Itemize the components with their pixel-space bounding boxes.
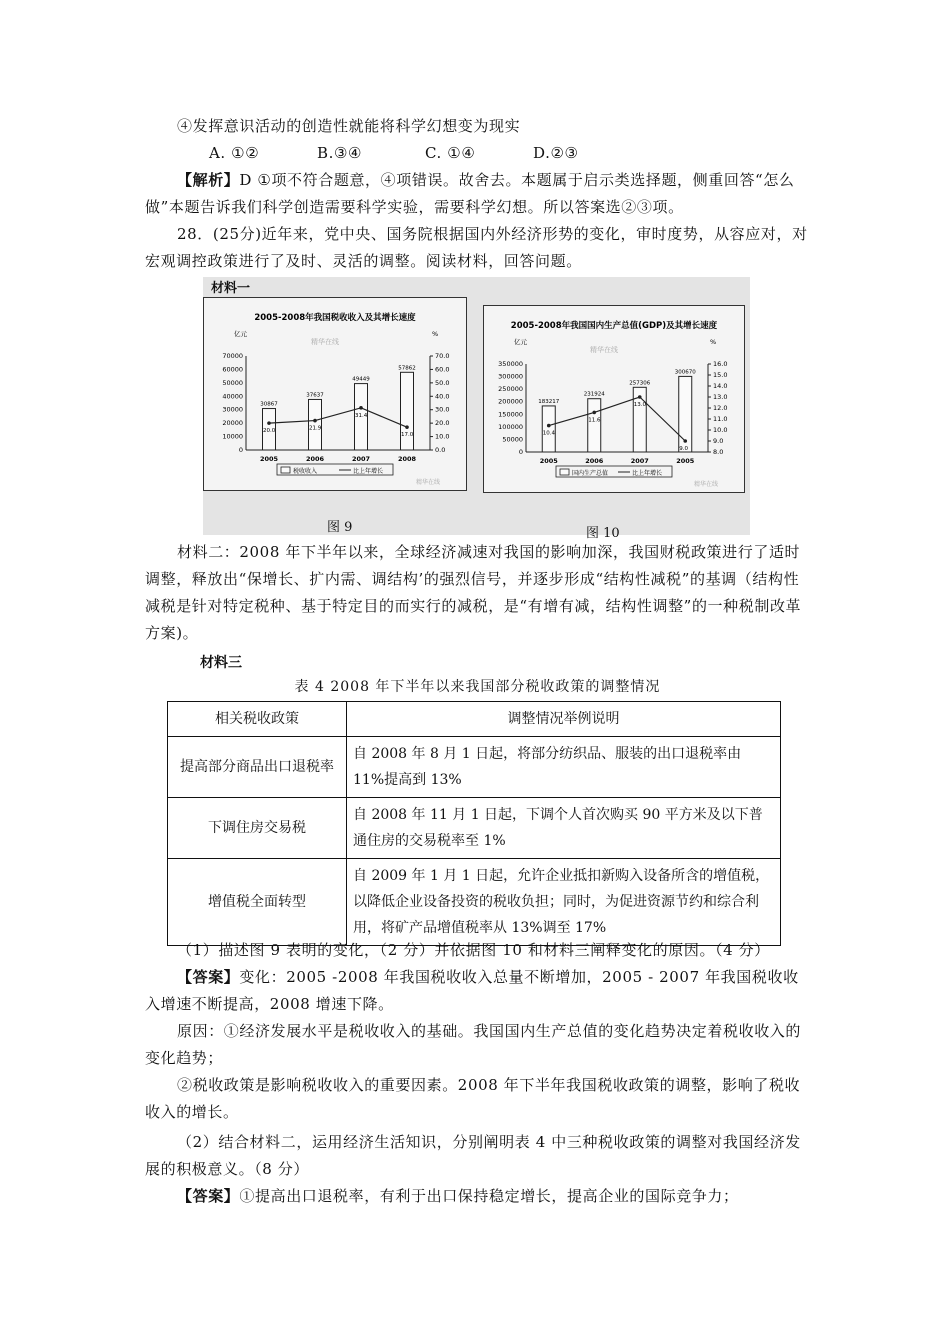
y-tick-label: 150000 xyxy=(498,410,523,419)
row-detail: 自 2009 年 1 月 1 日起，允许企业抵扣新购入设备所含的增值税，以降低企业设备投资的税收负担；同时，为促进资源节约和综合利用，将矿产品增值税率从 13%调至 17% xyxy=(347,859,781,946)
growth-value-label: 9.0 xyxy=(679,446,688,452)
y-axis-label: 亿元 xyxy=(234,330,247,338)
x-tick-label: 2005 xyxy=(259,455,279,463)
x-tick-label: 2007 xyxy=(630,457,649,465)
growth-value-label: 31.4 xyxy=(355,412,368,419)
y2-tick-label: 16.0 xyxy=(713,360,728,368)
y-tick-label: 300000 xyxy=(498,372,523,381)
y2-tick-label: 10.0 xyxy=(435,432,450,441)
bar-value-label: 183217 xyxy=(538,398,560,405)
answer-change: 变化：2005 -2008 年我国税收收入总量不断增加，2005 - 2007 年我国税收收入增速不断提高，2008 增速下降。 xyxy=(145,968,799,1013)
y2-tick-label: 10.0 xyxy=(713,426,728,434)
sub2-answer xyxy=(145,1183,810,1210)
bar-value-label: 300670 xyxy=(674,369,696,376)
bar-value-label: 231924 xyxy=(583,391,605,398)
sub1-question: （1）描述图 9 表明的变化，（2 分）并依据图 10 和材料三阐释变化的原因。（4 分） xyxy=(177,941,770,959)
chart-fig9 xyxy=(203,297,467,491)
row-policy: 增值税全面转型 xyxy=(168,859,347,946)
material2-text: 材料二：2008 年下半年以来，全球经济减速对我国的影响加深，我国财税政策进行了适时调整，释放出“保增长、扩内需、调结构’的强烈信号，并逐步形成“结构性减税”的基调（结构性减税是针对特定税种、基于特定目的而实行的减税，是“有增有减，结构性调整”的一种税制改革方案)。 xyxy=(145,543,802,642)
fig10-caption: 图 10 xyxy=(586,526,620,541)
x-tick-label: 2008 xyxy=(397,455,417,463)
answer-1: ①提高出口退税率，有利于出口保持稳定增长，提高企业的国际竞争力； xyxy=(239,1187,739,1205)
material3-label: 材料三 xyxy=(200,655,242,671)
bar-value-label: 37637 xyxy=(306,392,324,399)
legend-bar-label: 国内生产总值 xyxy=(572,470,609,477)
option-b: B.③④ xyxy=(317,144,363,162)
q27-item4: ④发挥意识活动的创造性就能将科学幻想变为现实 xyxy=(177,117,521,135)
row-detail: 自 2008 年 8 月 1 日起，将部分纺织品、服装的出口退税率由 11%提高到 13% xyxy=(347,737,781,798)
bar-value-label: 30867 xyxy=(260,401,278,408)
y2-tick-label: 20.0 xyxy=(435,419,450,428)
table-row xyxy=(168,798,781,859)
growth-point xyxy=(313,419,317,423)
y-tick-label: 20000 xyxy=(222,419,243,428)
y2-tick-label: 60.0 xyxy=(435,365,450,374)
growth-line xyxy=(549,397,686,441)
y2-tick-label: 40.0 xyxy=(435,392,450,401)
watermark: 精华在线 xyxy=(416,479,441,486)
y2-tick-label: 8.0 xyxy=(713,448,724,456)
y2-tick-label: 9.0 xyxy=(713,437,724,445)
sub2-question: （2）结合材料二，运用经济生活知识，分别阐明表 4 中三种税收政策的调整对我国经济发展的积极意义。（8 分） xyxy=(145,1133,801,1178)
y-tick-label: 0 xyxy=(518,448,523,456)
bar-value-label: 257306 xyxy=(629,380,651,387)
bar-value-label: 57862 xyxy=(398,365,416,372)
y2-tick-label: 12.0 xyxy=(713,404,728,412)
y2-tick-label: 13.0 xyxy=(713,393,728,401)
option-a: A. ①② xyxy=(209,144,260,162)
growth-value-label: 21.9 xyxy=(309,425,322,432)
growth-value-label: 20.0 xyxy=(263,428,276,435)
y-tick-label: 250000 xyxy=(498,385,523,394)
y-tick-label: 200000 xyxy=(498,397,523,406)
y2-tick-label: 15.0 xyxy=(713,371,728,379)
growth-value-label: 17.0 xyxy=(401,432,414,439)
q27-options xyxy=(145,140,810,167)
y-tick-label: 60000 xyxy=(222,365,243,374)
analysis-body: D ①项不符合题意，④项错误。故舍去。本题属于启示类选择题，侧重回答“怎么做”本题告诉我们科学创造需要科学实验，需要科学幻想。所以答案选②③项。 xyxy=(145,171,795,216)
bar xyxy=(588,399,601,452)
chart-fig10 xyxy=(483,305,745,493)
header-policy: 相关税收政策 xyxy=(168,702,347,737)
growth-value-label: 11.6 xyxy=(588,417,601,424)
growth-value-label: 10.4 xyxy=(542,430,555,437)
chart-title: 2005-2008年我国国内生产总值(GDP)及其增长速度 xyxy=(510,321,718,331)
sub1-reason1: 原因：①经济发展水平是税收收入的基础。我国国内生产总值的变化趋势决定着税收收入的变化趋势； xyxy=(145,1022,802,1067)
table4 xyxy=(167,701,781,946)
bar-value-label: 49449 xyxy=(352,376,370,383)
x-tick-label: 2005 xyxy=(676,457,695,465)
y-tick-label: 50000 xyxy=(222,378,243,387)
watermark: 精华在线 xyxy=(694,481,719,488)
y2-tick-label: 11.0 xyxy=(713,415,728,423)
growth-point xyxy=(592,411,596,415)
legend-bar-swatch xyxy=(281,467,290,473)
tax-revenue-chart xyxy=(204,298,466,490)
bar xyxy=(401,372,414,450)
answer-tag: 【答案】 xyxy=(177,1187,240,1205)
answer-tag: 【答案】 xyxy=(177,968,240,986)
growth-point xyxy=(638,395,642,399)
y-tick-label: 10000 xyxy=(222,432,243,441)
y-tick-label: 30000 xyxy=(222,405,243,414)
watermark: 精华在线 xyxy=(311,338,339,346)
y2-axis-label: % xyxy=(432,330,439,338)
row-detail: 自 2008 年 11 月 1 日起，下调个人首次购买 90 平方米及以下普通住房的交易税率至 1% xyxy=(347,798,781,859)
legend-bar-swatch xyxy=(560,469,569,475)
q27-analysis xyxy=(145,167,810,221)
x-tick-label: 2005 xyxy=(539,457,558,465)
material1-figure xyxy=(203,277,750,541)
y2-tick-label: 14.0 xyxy=(713,382,728,390)
table4-caption: 表 4 2008 年下半年以来我国部分税收政策的调整情况 xyxy=(294,679,661,695)
x-tick-label: 2006 xyxy=(305,455,325,463)
growth-value-label: 13.0 xyxy=(633,402,646,408)
fig9-caption: 图 9 xyxy=(327,520,353,535)
table-header-row xyxy=(168,702,781,737)
watermark: 精华在线 xyxy=(590,346,618,354)
y2-tick-label: 30.0 xyxy=(435,405,450,414)
y2-tick-label: 70.0 xyxy=(435,352,450,360)
y2-axis-label: % xyxy=(710,338,717,346)
table-row xyxy=(168,737,781,798)
material1-label: 材料一 xyxy=(211,281,251,296)
header-detail: 调整情况举例说明 xyxy=(347,702,781,737)
y-tick-label: 100000 xyxy=(498,422,523,431)
legend-line-label: 比上年增长 xyxy=(353,468,384,475)
gdp-chart xyxy=(484,306,744,492)
legend-line-label: 比上年增长 xyxy=(632,470,663,477)
table-row xyxy=(168,859,781,946)
y-tick-label: 40000 xyxy=(222,392,243,401)
legend-bar-label: 税收收入 xyxy=(293,468,318,475)
growth-point xyxy=(547,424,551,428)
row-policy: 提高部分商品出口退税率 xyxy=(168,737,347,798)
y2-tick-label: 50.0 xyxy=(435,378,450,387)
y-tick-label: 350000 xyxy=(498,360,523,368)
y-axis-label: 亿元 xyxy=(514,338,527,346)
y2-tick-label: 0.0 xyxy=(435,446,446,454)
growth-point xyxy=(683,439,687,443)
option-d: D.②③ xyxy=(533,144,579,162)
sub1-answer xyxy=(145,964,810,1018)
growth-point xyxy=(405,425,409,429)
option-c: C. ①④ xyxy=(425,144,476,162)
sub1-reason2: ②税收政策是影响税收收入的重要因素。2008 年下半年我国税收政策的调整，影响了税收收入的增长。 xyxy=(145,1076,801,1121)
y-tick-label: 0 xyxy=(238,446,243,454)
q28-intro: 28．(25分)近年来，党中央、国务院根据国内外经济形势的变化，审时度势，从容应对，对宏观调控政策进行了及时、灵活的调整。阅读材料，回答问题。 xyxy=(145,225,808,270)
analysis-tag: 【解析】 xyxy=(177,171,240,189)
y-tick-label: 50000 xyxy=(502,435,523,444)
x-tick-label: 2006 xyxy=(585,457,604,465)
growth-point xyxy=(359,406,363,410)
y-tick-label: 70000 xyxy=(222,352,243,360)
row-policy: 下调住房交易税 xyxy=(168,798,347,859)
growth-line xyxy=(269,408,407,427)
growth-point xyxy=(267,421,271,425)
bar xyxy=(542,406,555,452)
chart-title: 2005-2008年我国税收收入及其增长速度 xyxy=(254,313,416,323)
x-tick-label: 2007 xyxy=(351,455,371,463)
